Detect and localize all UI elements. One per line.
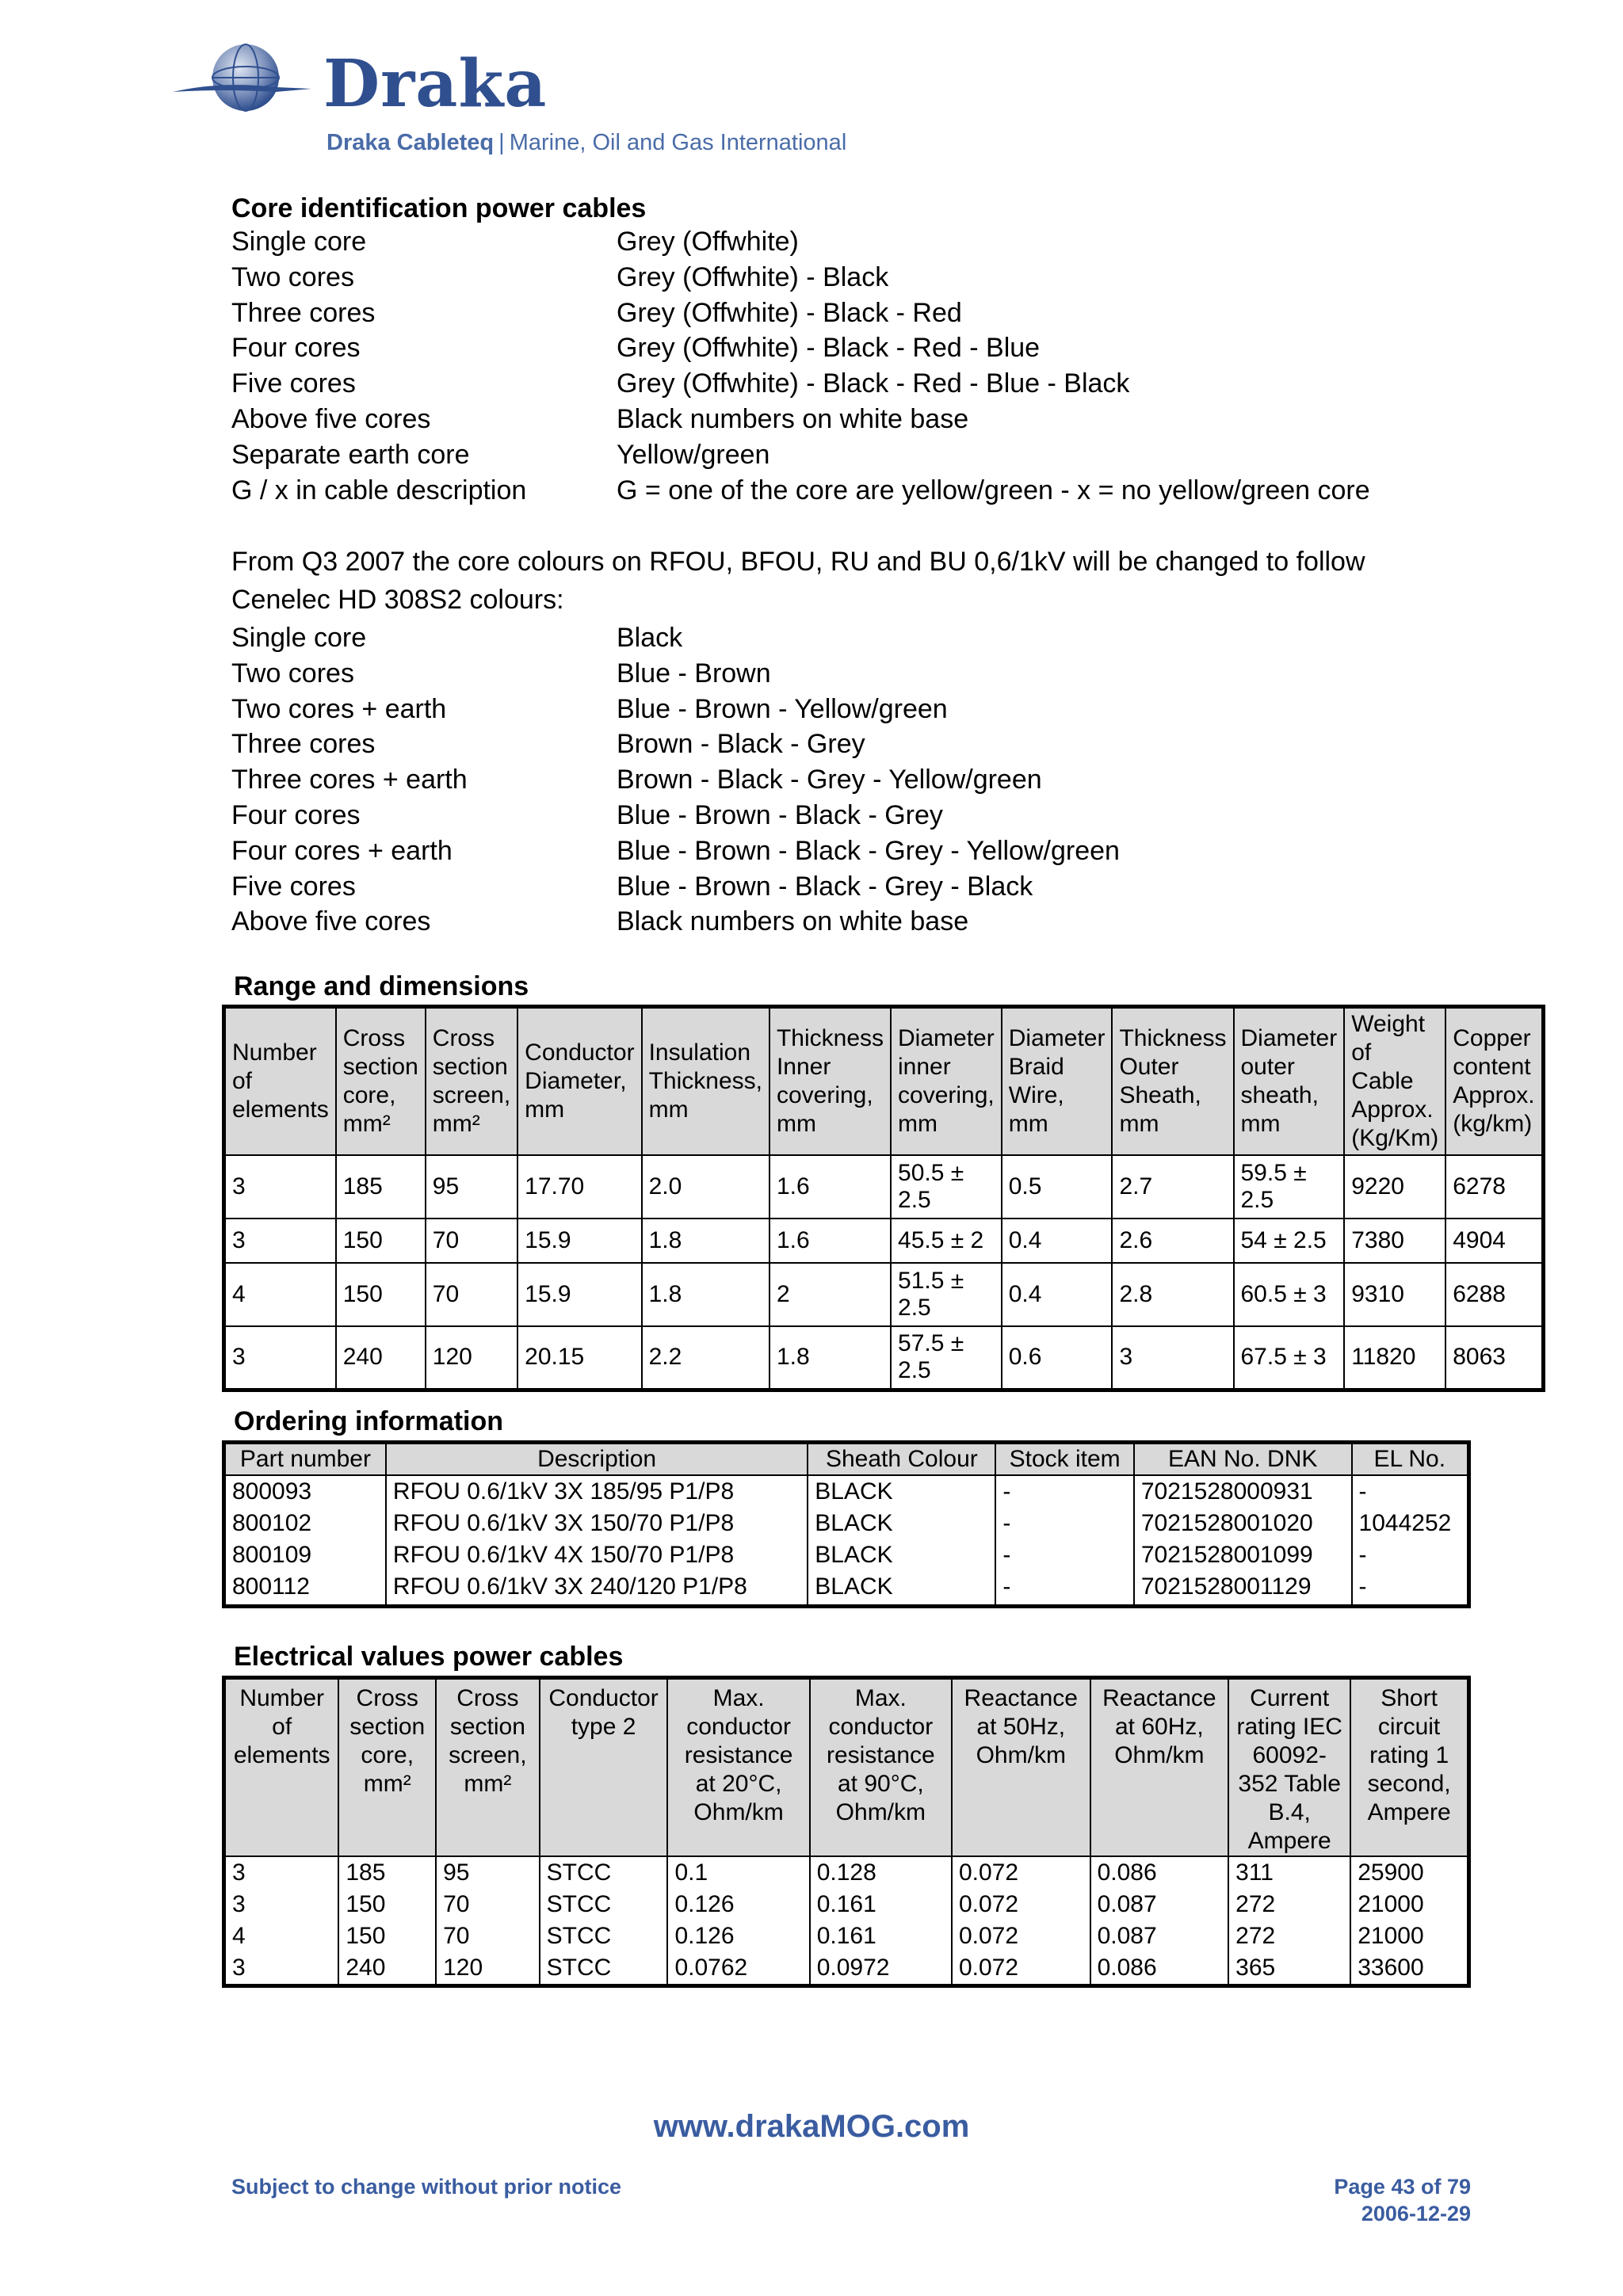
core-id-label: G / x in cable description [231, 475, 527, 505]
core-id-row [231, 368, 1129, 399]
range-cell: 1.8 [642, 1263, 769, 1326]
electrical-cell: 0.072 [952, 1856, 1090, 1889]
core-id-label: Separate earth core [231, 439, 470, 470]
range-header: Number of elements [224, 1007, 336, 1156]
electrical-cell: 4 [224, 1920, 339, 1952]
range-header: Diameter Braid Wire, mm [1002, 1007, 1113, 1156]
core-id-value: Grey (Offwhite) - Black - Red [617, 297, 962, 328]
ordering-header: Stock item [995, 1443, 1133, 1476]
electrical-cell: 70 [436, 1889, 540, 1920]
ordering-header: Sheath Colour [808, 1443, 995, 1476]
table-row [224, 1539, 1469, 1571]
range-cell: 20.15 [517, 1326, 641, 1390]
table-row [224, 1571, 1469, 1607]
electrical-cell: 0.161 [810, 1920, 952, 1952]
ordering-cell: 1044252 [1352, 1508, 1469, 1539]
electrical-cell: 120 [436, 1952, 540, 1986]
electrical-cell: 3 [224, 1889, 339, 1920]
page-number: Page 43 of 79 [1334, 2175, 1471, 2199]
cenelec-label: Above five cores [231, 906, 431, 937]
electrical-cell: 70 [436, 1920, 540, 1952]
footer-notice: Subject to change without prior notice [231, 2175, 622, 2199]
electrical-cell: STCC [540, 1889, 668, 1920]
core-id-label: Five cores [231, 368, 356, 399]
range-cell: 3 [1112, 1326, 1233, 1390]
ordering-cell: 800109 [224, 1539, 386, 1571]
cenelec-value: Black numbers on white base [617, 906, 969, 937]
electrical-cell: 0.086 [1090, 1856, 1229, 1889]
electrical-table [222, 1676, 1471, 1988]
electrical-cell: STCC [540, 1856, 668, 1889]
range-header: Thickness Outer Sheath, mm [1112, 1007, 1233, 1156]
footer-website-link[interactable]: www.drakaMOG.com [653, 2109, 970, 2144]
electrical-cell: STCC [540, 1920, 668, 1952]
cenelec-label: Two cores [231, 658, 354, 688]
electrical-header: Cross section core, mm² [338, 1678, 436, 1857]
electrical-header: Max. conductor resistance at 20°C, Ohm/km [667, 1678, 809, 1857]
range-cell: 1.8 [642, 1219, 769, 1263]
ordering-cell: - [1352, 1571, 1469, 1607]
electrical-header: Max. conductor resistance at 90°C, Ohm/km [810, 1678, 952, 1857]
range-cell: 2.8 [1112, 1263, 1233, 1326]
ordering-cell: - [995, 1539, 1133, 1571]
electrical-cell: 0.072 [952, 1920, 1090, 1952]
electrical-cell: 0.128 [810, 1856, 952, 1889]
electrical-header: Reactance at 60Hz, Ohm/km [1090, 1678, 1229, 1857]
core-id-value: Grey (Offwhite) [617, 227, 799, 257]
range-cell: 3 [224, 1326, 336, 1390]
cenelec-value: Blue - Brown - Black - Grey - Yellow/green [617, 835, 1120, 866]
range-cell: 60.5 ± 3 [1234, 1263, 1345, 1326]
table-row [224, 1475, 1469, 1508]
range-cell: 9220 [1344, 1155, 1445, 1219]
range-cell: 0.6 [1002, 1326, 1113, 1390]
range-cell: 2.2 [642, 1326, 769, 1390]
electrical-cell: 240 [338, 1952, 436, 1986]
cenelec-row [231, 800, 943, 831]
range-cell: 3 [224, 1155, 336, 1219]
ordering-header: EL No. [1352, 1443, 1469, 1476]
cenelec-value: Blue - Brown - Black - Grey [617, 800, 943, 830]
electrical-header: Current rating IEC 60092-352 Table B.4, Ampere [1228, 1678, 1350, 1857]
electrical-cell: 33600 [1350, 1952, 1468, 1986]
range-cell: 59.5 ± 2.5 [1234, 1155, 1345, 1219]
range-cell: 0.4 [1002, 1263, 1113, 1326]
range-cell: 2 [769, 1263, 891, 1326]
core-id-label: Two cores [231, 261, 354, 292]
range-cell: 185 [336, 1155, 426, 1219]
cenelec-value: Blue - Brown [617, 658, 771, 688]
electrical-cell: 0.126 [667, 1889, 809, 1920]
ordering-cell: BLACK [808, 1539, 995, 1571]
cenelec-row [231, 765, 1042, 795]
range-cell: 8063 [1445, 1326, 1543, 1390]
cenelec-label: Four cores [231, 800, 361, 830]
table-row [224, 1889, 1469, 1920]
cenelec-row [231, 836, 1120, 867]
electrical-cell: 0.072 [952, 1889, 1090, 1920]
table-row [224, 1263, 1544, 1326]
range-cell: 54 ± 2.5 [1234, 1219, 1345, 1263]
electrical-cell: 0.126 [667, 1920, 809, 1952]
tagline [327, 130, 846, 156]
range-cell: 2.0 [642, 1155, 769, 1219]
range-cell: 150 [336, 1263, 426, 1326]
ordering-cell: BLACK [808, 1571, 995, 1607]
core-id-label: Single core [231, 227, 367, 257]
ordering-table [222, 1440, 1471, 1608]
core-id-label: Above five cores [231, 404, 431, 434]
range-cell: 1.6 [769, 1155, 891, 1219]
cenelec-label: Five cores [231, 871, 356, 902]
range-title: Range and dimensions [234, 971, 529, 1001]
range-header: Insulation Thickness, mm [642, 1007, 769, 1156]
core-id-value: Yellow/green [617, 439, 770, 470]
ordering-cell: - [995, 1475, 1133, 1508]
range-cell: 150 [336, 1219, 426, 1263]
core-id-row [231, 262, 888, 293]
electrical-cell: 272 [1228, 1889, 1350, 1920]
range-cell: 4 [224, 1263, 336, 1326]
ordering-cell: 800112 [224, 1571, 386, 1607]
range-header: Copper content Approx. (kg/km) [1445, 1007, 1543, 1156]
electrical-cell: 3 [224, 1856, 339, 1889]
range-cell: 6278 [1445, 1155, 1543, 1219]
ordering-cell: BLACK [808, 1475, 995, 1508]
electrical-cell: 0.087 [1090, 1920, 1229, 1952]
electrical-cell: 0.161 [810, 1889, 952, 1920]
ordering-cell: RFOU 0.6/1kV 3X 150/70 P1/P8 [386, 1508, 808, 1539]
ordering-cell: RFOU 0.6/1kV 4X 150/70 P1/P8 [386, 1539, 808, 1571]
range-header: Thickness Inner covering, mm [769, 1007, 891, 1156]
range-cell: 17.70 [517, 1155, 641, 1219]
range-cell: 15.9 [517, 1219, 641, 1263]
core-id-value: Grey (Offwhite) - Black - Red - Blue [617, 333, 1041, 364]
range-cell: 2.7 [1112, 1155, 1233, 1219]
electrical-cell: 21000 [1350, 1889, 1468, 1920]
cenelec-label: Three cores [231, 729, 376, 760]
core-id-row [231, 475, 1370, 506]
electrical-cell: 21000 [1350, 1920, 1468, 1952]
table-row [224, 1920, 1469, 1952]
electrical-cell: 311 [1228, 1856, 1350, 1889]
range-cell: 11820 [1344, 1326, 1445, 1390]
electrical-cell: 0.0972 [810, 1952, 952, 1986]
ordering-header: Part number [224, 1443, 386, 1476]
range-cell: 3 [224, 1219, 336, 1263]
core-id-label: Three cores [231, 297, 376, 328]
ordering-cell: 800093 [224, 1475, 386, 1508]
electrical-title: Electrical values power cables [234, 1642, 624, 1672]
table-row [224, 1326, 1544, 1390]
range-cell: 70 [426, 1263, 517, 1326]
range-cell: 1.8 [769, 1326, 891, 1390]
core-id-row [231, 333, 1040, 364]
cenelec-row [231, 729, 865, 760]
cenelec-row [231, 623, 682, 654]
range-cell: 2.6 [1112, 1219, 1233, 1263]
tagline-division: Marine, Oil and Gas International [509, 130, 847, 155]
table-row [224, 1508, 1469, 1539]
range-cell: 6288 [1445, 1263, 1543, 1326]
table-row [224, 1952, 1469, 1986]
range-cell: 0.5 [1002, 1155, 1113, 1219]
ordering-cell: RFOU 0.6/1kV 3X 185/95 P1/P8 [386, 1475, 808, 1508]
tagline-company: Draka Cableteq [327, 130, 495, 155]
cenelec-row [231, 871, 1033, 902]
range-cell: 70 [426, 1219, 517, 1263]
core-id-label: Four cores [231, 333, 361, 364]
table-row [224, 1856, 1469, 1889]
range-table [222, 1005, 1545, 1392]
ordering-cell: 7021528000931 [1134, 1475, 1352, 1508]
core-id-value: Grey (Offwhite) - Black [617, 261, 889, 292]
electrical-cell: 95 [436, 1856, 540, 1889]
table-row [224, 1155, 1544, 1219]
electrical-header: Number of elements [224, 1678, 339, 1857]
electrical-cell: 0.0762 [667, 1952, 809, 1986]
brand-name: Draka [323, 46, 548, 122]
range-cell: 67.5 ± 3 [1234, 1326, 1345, 1390]
cenelec-value: Blue - Brown - Yellow/green [617, 693, 948, 724]
electrical-cell: 25900 [1350, 1856, 1468, 1889]
ordering-cell: BLACK [808, 1508, 995, 1539]
core-id-value: G = one of the core are yellow/green - x = no yellow/green core [617, 475, 1370, 505]
electrical-cell: 185 [338, 1856, 436, 1889]
ordering-header: EAN No. DNK [1134, 1443, 1352, 1476]
ordering-cell: 7021528001020 [1134, 1508, 1352, 1539]
core-id-row [231, 404, 968, 435]
electrical-cell: 0.1 [667, 1856, 809, 1889]
cenelec-value: Black [617, 623, 683, 653]
cenelec-label: Two cores + earth [231, 693, 447, 724]
document-date: 2006-12-29 [1361, 2202, 1471, 2225]
cenelec-value: Blue - Brown - Black - Grey - Black [617, 871, 1033, 902]
cenelec-paragraph: From Q3 2007 the core colours on RFOU, BFOU, RU and BU 0,6/1kV will be changed to follow Cenelec HD 308S2 colours: [231, 547, 1365, 615]
range-header: Weight of Cable Approx. (Kg/Km) [1344, 1007, 1445, 1156]
cenelec-label: Four cores + earth [231, 835, 453, 866]
cenelec-value: Brown - Black - Grey - Yellow/green [617, 765, 1042, 795]
range-cell: 45.5 ± 2 [891, 1219, 1002, 1263]
range-cell: 1.6 [769, 1219, 891, 1263]
range-header: Cross section screen, mm² [426, 1007, 517, 1156]
range-cell: 9310 [1344, 1263, 1445, 1326]
ordering-title: Ordering information [234, 1406, 503, 1436]
electrical-cell: 150 [338, 1889, 436, 1920]
ordering-cell: - [1352, 1539, 1469, 1571]
range-cell: 95 [426, 1155, 517, 1219]
cenelec-row [231, 906, 968, 937]
ordering-cell: 7021528001099 [1134, 1539, 1352, 1571]
electrical-cell: 365 [1228, 1952, 1350, 1986]
cenelec-label: Single core [231, 623, 367, 653]
electrical-cell: 0.072 [952, 1952, 1090, 1986]
ordering-cell: - [1352, 1475, 1469, 1508]
core-id-row [231, 227, 799, 257]
cenelec-value: Brown - Black - Grey [617, 729, 865, 760]
range-header: Diameter inner covering, mm [891, 1007, 1002, 1156]
core-id-row [231, 440, 769, 471]
electrical-header: Cross section screen, mm² [436, 1678, 540, 1857]
core-id-title: Core identification power cables [231, 193, 647, 223]
range-cell: 57.5 ± 2.5 [891, 1326, 1002, 1390]
electrical-cell: 272 [1228, 1920, 1350, 1952]
electrical-header: Reactance at 50Hz, Ohm/km [952, 1678, 1090, 1857]
range-cell: 7380 [1344, 1219, 1445, 1263]
range-cell: 50.5 ± 2.5 [891, 1155, 1002, 1219]
range-header: Conductor Diameter, mm [517, 1007, 641, 1156]
range-header: Diameter outer sheath, mm [1234, 1007, 1345, 1156]
core-id-value: Grey (Offwhite) - Black - Red - Blue - Black [617, 368, 1130, 399]
cenelec-label: Three cores + earth [231, 765, 468, 795]
electrical-cell: 150 [338, 1920, 436, 1952]
range-cell: 0.4 [1002, 1219, 1113, 1263]
table-row [224, 1219, 1544, 1263]
range-header: Cross section core, mm² [336, 1007, 426, 1156]
ordering-cell: 800102 [224, 1508, 386, 1539]
core-id-value: Black numbers on white base [617, 404, 969, 434]
ordering-cell: RFOU 0.6/1kV 3X 240/120 P1/P8 [386, 1571, 808, 1607]
ordering-cell: - [995, 1508, 1133, 1539]
ordering-cell: - [995, 1571, 1133, 1607]
electrical-cell: 0.086 [1090, 1952, 1229, 1986]
electrical-header: Conductor type 2 [540, 1678, 668, 1857]
electrical-cell: 0.087 [1090, 1889, 1229, 1920]
range-cell: 15.9 [517, 1263, 641, 1326]
electrical-header: Short circuit rating 1 second, Ampere [1350, 1678, 1468, 1857]
range-cell: 240 [336, 1326, 426, 1390]
ordering-header: Description [386, 1443, 808, 1476]
range-cell: 4904 [1445, 1219, 1543, 1263]
tagline-separator: | [498, 130, 505, 155]
range-cell: 51.5 ± 2.5 [891, 1263, 1002, 1326]
electrical-cell: 3 [224, 1952, 339, 1986]
cenelec-row [231, 694, 948, 725]
electrical-cell: STCC [540, 1952, 668, 1986]
range-cell: 120 [426, 1326, 517, 1390]
ordering-cell: 7021528001129 [1134, 1571, 1352, 1607]
core-id-row [231, 298, 962, 329]
cenelec-row [231, 658, 771, 689]
